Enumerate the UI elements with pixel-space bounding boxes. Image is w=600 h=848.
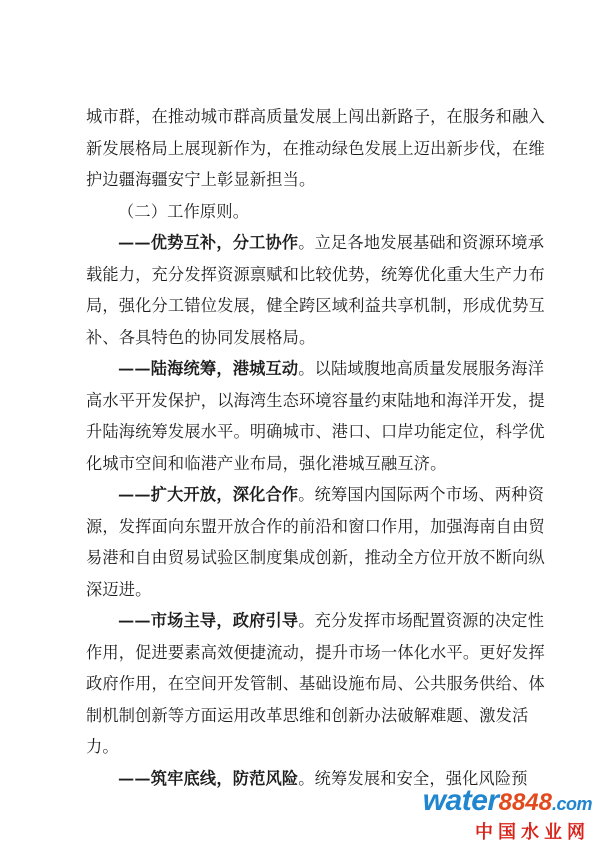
- principle-4-title: ——市场主导，政府引导: [118, 611, 299, 630]
- principle-1-line-4: 补、各具特色的协同发展格局。: [86, 328, 316, 347]
- principle-4-line-2: 作用，促进要素高效便捷流动，提升市场一体化水平。更好发挥: [86, 643, 545, 662]
- principle-3-line-3: 易港和自由贸易试验区制度集成创新，推动全方位开放不断向纵: [86, 548, 545, 567]
- intro-line-2: 新发展格局上展现新作为，在推动绿色发展上迈出新步伐，在维: [86, 139, 545, 158]
- principle-2-line-4: 化城市空间和临港产业布局，强化港城互融互济。: [86, 454, 447, 473]
- principle-4-line-4: 制机制创新等方面运用改革思维和创新办法破解难题、激发活: [86, 706, 529, 725]
- watermark-brand-suffix: .com: [551, 794, 592, 814]
- principle-3-text: 。统筹国内国际两个市场、两种资: [298, 485, 545, 504]
- principle-5-text: 。统筹发展和安全，强化风险预: [298, 769, 528, 788]
- site-watermark-logo: [422, 784, 592, 843]
- principle-2-text: 。以陆域腹地高质量发展服务海洋: [298, 359, 545, 378]
- principle-2-line-2: 高水平开发保护，以海湾生态环境容量约束陆地和海洋开发，提: [86, 391, 545, 410]
- watermark-chinese-name: 中国水业网: [475, 822, 590, 843]
- principle-1-line-2: 载能力，充分发挥资源禀赋和比较优势，统筹优化重大生产力布: [86, 265, 545, 284]
- watermark-brand-number: 8848: [498, 789, 552, 816]
- principle-1-title: ——优势互补，分工协作: [118, 233, 299, 252]
- principle-5-title: ——筑牢底线，防范风险: [118, 769, 299, 788]
- intro-line-3: 护边疆海疆安宁上彰显新担当。: [86, 170, 316, 189]
- section-heading: （二）工作原则。: [118, 202, 250, 221]
- principle-4-line-3: 政府作用，在空间开发管制、基础设施布局、公共服务供给、体: [86, 674, 545, 693]
- principle-1-line-3: 局，强化分工错位发展，健全跨区域利益共享机制，形成优势互: [86, 296, 545, 315]
- principle-4-first-line: [118, 611, 544, 631]
- watermark-brand-word: water: [422, 784, 499, 817]
- principle-1-first-line: [118, 233, 544, 253]
- principle-2-first-line: [118, 359, 544, 379]
- principle-4-line-5: 力。: [86, 737, 119, 756]
- principle-2-line-3: 升陆海统筹发展水平。明确城市、港口、口岸功能定位，科学优: [86, 422, 545, 441]
- principle-3-line-2: 源，发挥面向东盟开放合作的前沿和窗口作用，加强海南自由贸: [86, 517, 545, 536]
- principle-4-text: 。充分发挥市场配置资源的决定性: [298, 611, 545, 630]
- intro-line-1: 城市群，在推动城市群高质量发展上闯出新路子，在服务和融入: [86, 107, 545, 126]
- principle-3-title: ——扩大开放，深化合作: [118, 485, 299, 504]
- principle-1-text: 。立足各地发展基础和资源环境承: [298, 233, 545, 252]
- principle-2-title: ——陆海统筹，港城互动: [118, 359, 299, 378]
- watermark-brand: [423, 784, 592, 818]
- principle-3-first-line: [118, 485, 544, 505]
- principle-3-line-4: 深迈进。: [86, 580, 152, 599]
